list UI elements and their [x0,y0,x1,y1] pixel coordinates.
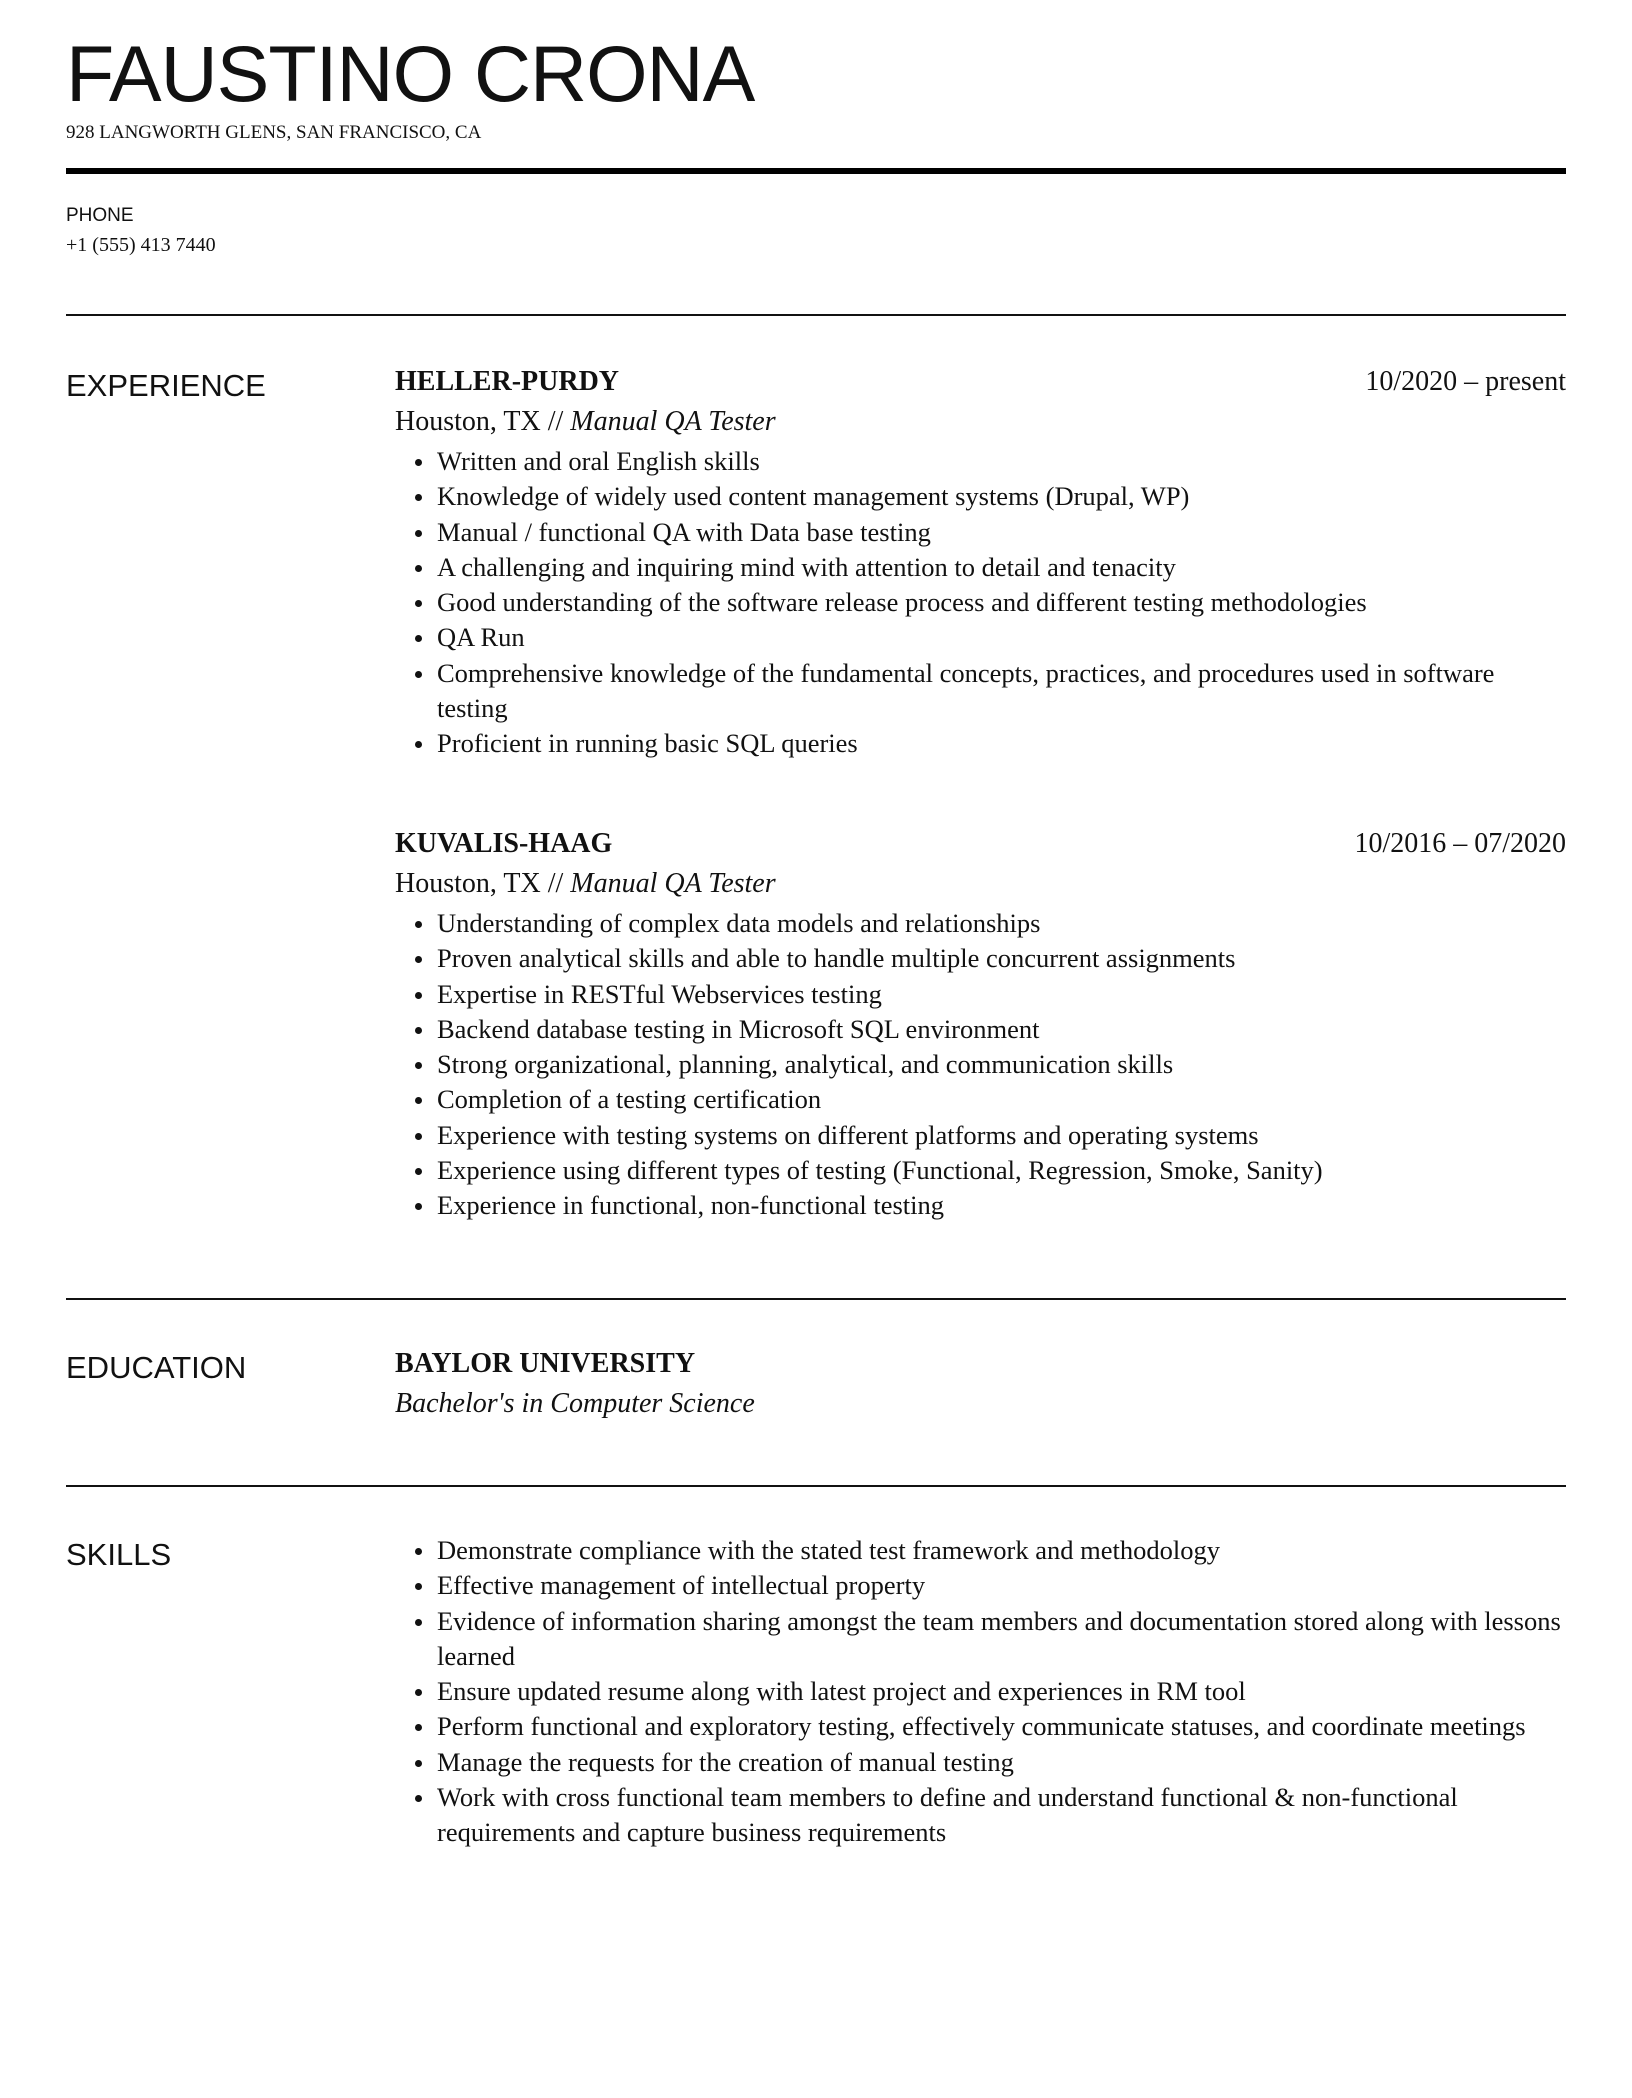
list-item: QA Run [395,620,1566,655]
company-name: HELLER-PURDY [395,366,620,397]
section-title-experience: EXPERIENCE [66,368,266,403]
job-location: Houston, TX [395,406,541,437]
phone-number: +1 (555) 413 7440 [66,234,216,256]
list-item: Proven analytical skills and able to handle multiple concurrent assignments [395,941,1566,976]
list-item: Backend database testing in Microsoft SQL environment [395,1012,1566,1047]
skills-entry [395,1533,1566,1851]
candidate-address: 928 LANGWORTH GLENS, SAN FRANCISCO, CA [66,122,482,143]
job-role: Manual QA Tester [570,868,776,899]
list-item: Knowledge of widely used content management systems (Drupal, WP) [395,479,1566,514]
list-item: Effective management of intellectual property [395,1568,1566,1603]
experience-bullets [395,444,1566,762]
section-divider-skills [66,1485,1566,1487]
list-item: Strong organizational, planning, analytical, and communication skills [395,1047,1566,1082]
list-item: Work with cross functional team members to define and understand functional & non-functional requirements and capture business requirements [395,1780,1566,1851]
list-item: Evidence of information sharing amongst the team members and documentation stored along with lessons learned [395,1604,1566,1675]
list-item: Experience using different types of testing (Functional, Regression, Smoke, Sanity) [395,1153,1566,1188]
list-item: A challenging and inquiring mind with attention to detail and tenacity [395,550,1566,585]
experience-entry-1 [395,362,1566,762]
list-item: Expertise in RESTful Webservices testing [395,977,1566,1012]
list-item: Good understanding of the software release process and different testing methodologies [395,585,1566,620]
list-item: Demonstrate compliance with the stated test framework and methodology [395,1533,1566,1568]
list-item: Experience in functional, non-functional testing [395,1188,1566,1223]
candidate-name: FAUSTINO CRONA [66,29,755,118]
job-subline [395,402,1566,442]
list-item: Ensure updated resume along with latest project and experiences in RM tool [395,1674,1566,1709]
job-role: Manual QA Tester [570,406,776,437]
list-item: Experience with testing systems on different platforms and operating systems [395,1118,1566,1153]
list-item: Written and oral English skills [395,444,1566,479]
header-divider [66,168,1566,174]
skills-list [395,1533,1566,1851]
degree: Bachelor's in Computer Science [395,1388,755,1419]
list-item: Completion of a testing certification [395,1082,1566,1117]
section-divider-education [66,1298,1566,1300]
experience-entry-2 [395,824,1566,1224]
company-name: KUVALIS-HAAG [395,828,613,859]
list-item: Proficient in running basic SQL queries [395,726,1566,761]
employment-dates: 10/2020 – present [1365,366,1566,397]
list-item: Manual / functional QA with Data base testing [395,515,1566,550]
employment-dates: 10/2016 – 07/2020 [1354,828,1566,859]
section-divider-experience [66,314,1566,316]
list-item: Perform functional and exploratory testing, effectively communicate statuses, and coordinate meetings [395,1709,1566,1744]
list-item: Understanding of complex data models and relationships [395,906,1566,941]
school-name: BAYLOR UNIVERSITY [395,1348,696,1379]
subline-separator: // [540,406,571,437]
phone-label: PHONE [66,205,134,226]
subline-separator: // [540,868,571,899]
list-item: Comprehensive knowledge of the fundamental concepts, practices, and procedures used in software testing [395,656,1566,727]
experience-bullets [395,906,1566,1224]
job-location: Houston, TX [395,868,541,899]
job-subline [395,864,1566,904]
education-entry [395,1344,1566,1424]
section-title-skills: SKILLS [66,1537,172,1572]
section-title-education: EDUCATION [66,1350,247,1385]
list-item: Manage the requests for the creation of manual testing [395,1745,1566,1780]
